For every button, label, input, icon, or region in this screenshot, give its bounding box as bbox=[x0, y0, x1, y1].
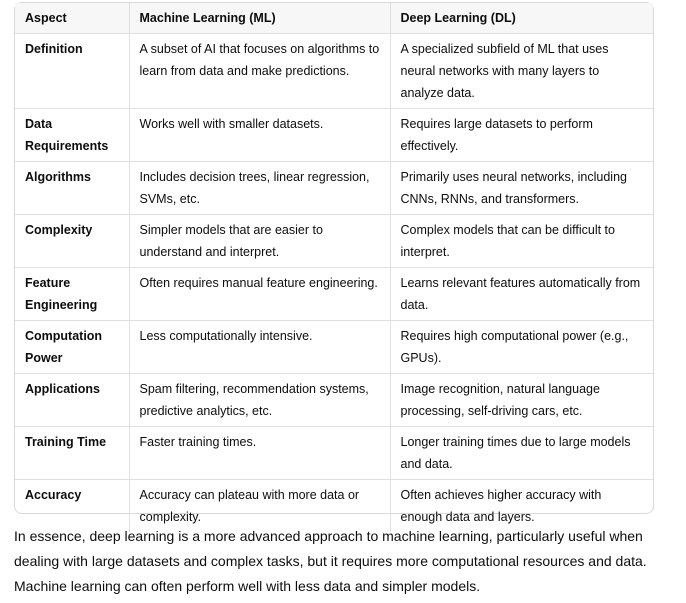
table-row bbox=[15, 109, 653, 162]
summary-paragraph: In essence, deep learning is a more advanced approach to machine learning, particularly useful when dealing with large datasets and complex tasks, but it requires more computational resources and data. Machine learning can often perform well with less data and simpler models. bbox=[14, 528, 647, 594]
row-dl: Primarily uses neural networks, including CNNs, RNNs, and transformers. bbox=[390, 162, 653, 215]
header-dl: Deep Learning (DL) bbox=[390, 3, 653, 34]
row-ml: A subset of AI that focuses on algorithms to learn from data and make predictions. bbox=[129, 34, 390, 109]
row-dl: Often achieves higher accuracy with enough data and layers. bbox=[400, 488, 602, 524]
row-dl: A specialized subfield of ML that uses neural networks with many layers to analyze data. bbox=[390, 34, 653, 109]
header-aspect: Aspect bbox=[15, 3, 129, 34]
row-ml: Includes decision trees, linear regression, SVMs, etc. bbox=[129, 162, 390, 215]
row-aspect: Data Requirements bbox=[15, 109, 129, 162]
row-ml: Often requires manual feature engineering. bbox=[129, 268, 390, 321]
row-ml: Accuracy can plateau with more data or complexity. bbox=[129, 480, 390, 533]
row-ml: Spam filtering, recommendation systems, predictive analytics, etc. bbox=[129, 374, 390, 427]
comparison-table-container bbox=[14, 2, 654, 524]
table-row bbox=[15, 215, 653, 268]
row-dl: Requires high computational power (e.g., GPUs). bbox=[390, 321, 653, 374]
comparison-table bbox=[15, 3, 653, 532]
table-row bbox=[15, 427, 653, 480]
table-header-row bbox=[15, 3, 653, 34]
row-dl: Complex models that can be difficult to interpret. bbox=[390, 215, 653, 268]
row-aspect: Feature Engineering bbox=[15, 268, 129, 321]
row-aspect: Algorithms bbox=[15, 162, 129, 215]
row-ml: Faster training times. bbox=[129, 427, 390, 480]
table-row bbox=[15, 268, 653, 321]
row-aspect: Applications bbox=[15, 374, 129, 427]
table-row bbox=[15, 162, 653, 215]
row-ml: Simpler models that are easier to understand and interpret. bbox=[129, 215, 390, 268]
row-aspect: Complexity bbox=[15, 215, 129, 268]
row-aspect: Accuracy bbox=[15, 480, 129, 533]
table-row bbox=[15, 321, 653, 374]
table-row bbox=[15, 34, 653, 109]
row-ml: Less computationally intensive. bbox=[129, 321, 390, 374]
row-aspect: Training Time bbox=[15, 427, 129, 480]
row-aspect: Computation Power bbox=[15, 321, 129, 374]
row-aspect: Definition bbox=[15, 34, 129, 109]
row-dl: Longer training times due to large models and data. bbox=[390, 427, 653, 480]
row-ml: Works well with smaller datasets. bbox=[129, 109, 390, 162]
header-ml: Machine Learning (ML) bbox=[129, 3, 390, 34]
row-dl: Requires large datasets to perform effectively. bbox=[390, 109, 653, 162]
row-dl: Learns relevant features automatically from data. bbox=[390, 268, 653, 321]
table-row bbox=[15, 374, 653, 427]
row-dl: Image recognition, natural language processing, self-driving cars, etc. bbox=[390, 374, 653, 427]
